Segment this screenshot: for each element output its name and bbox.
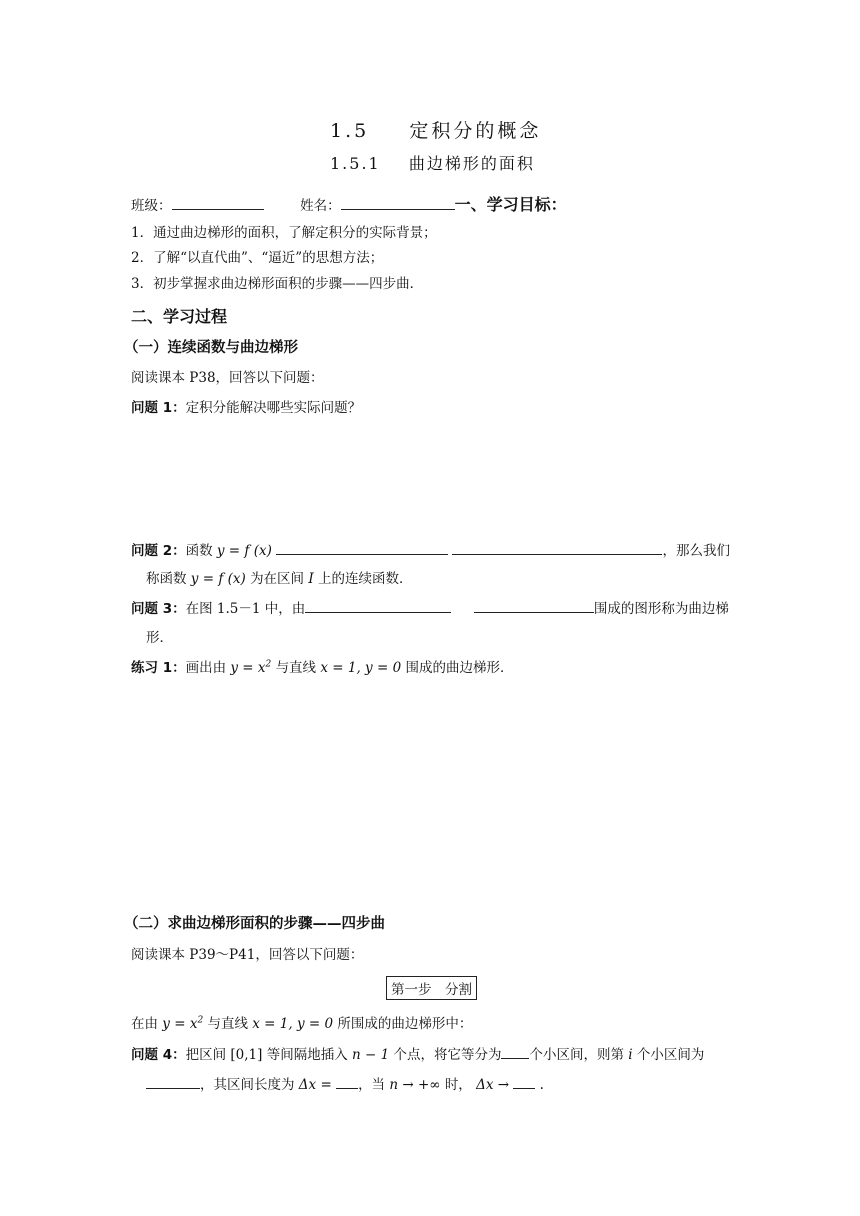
q4-blank-limit[interactable] [513, 1074, 535, 1089]
q2-text-a: 函数 [185, 543, 213, 559]
q4-text-d: 个小区间，则第 [529, 1047, 624, 1063]
intro4-line-x: x = 1, [252, 1016, 293, 1032]
q4-interval: [0,1] [230, 1047, 263, 1063]
read-instruction-1 [131, 366, 324, 386]
q4-blank-length[interactable] [336, 1074, 358, 1089]
ex1-line-x: x = 1, [320, 660, 361, 676]
q2-interval-symbol: I [308, 571, 314, 587]
q1-label: 问题 1： [131, 400, 186, 416]
intro4-c: 所围成的曲边梯形中： [337, 1016, 473, 1032]
q4-text-b: 等间隔地插入 [266, 1047, 348, 1063]
ex1-line-y: y = 0 [365, 660, 402, 676]
q4-line2-c: 时， [444, 1077, 472, 1093]
q2-line2-a: 称函数 [146, 571, 187, 587]
goal-item: 2．了解“以直代曲”、“逼近”的思想方法； [131, 250, 384, 266]
intro4-b: 与直线 [207, 1016, 248, 1032]
q4-n-minus-1: n − 1 [352, 1047, 390, 1063]
name-label: 姓名： [300, 198, 341, 214]
question-4-line2 [146, 1073, 544, 1093]
q2-function-expr: y = f (x) [216, 543, 272, 559]
q2-line2-c: 上的连续函数． [318, 571, 413, 587]
question-4 [131, 1043, 704, 1063]
question-3 [131, 597, 729, 617]
q4-line2-a: ，其区间长度为 [200, 1077, 295, 1093]
intro4-line-y: y = 0 [296, 1016, 334, 1032]
ex1-label: 练习 1： [131, 660, 186, 676]
section2-heading: 二、学习过程 [131, 307, 228, 326]
read-instruction-2: 阅读课本 P39～P41，回答以下问题： [131, 947, 364, 963]
q2-function-expr-2: y = f (x) [190, 571, 246, 587]
ex1-curve-expr [230, 660, 271, 676]
q4-dx-to: Δx → [476, 1077, 510, 1093]
q2-blank-2[interactable] [452, 540, 662, 555]
class-blank[interactable] [172, 195, 264, 210]
ex1-curve-exp: 2 [265, 659, 272, 670]
q2-text-b: ，那么我们 [662, 543, 730, 559]
subtitle-number: 1.5.1 [330, 154, 381, 173]
q4-n-to-inf: n → +∞ [389, 1077, 441, 1093]
q4-index-i: i [628, 1047, 633, 1063]
exercise-1 [131, 656, 513, 676]
subtitle-text: 曲边梯形的面积 [408, 154, 535, 173]
title-number: 1.5 [330, 120, 370, 142]
q1-text: 定积分能解决哪些实际问题？ [185, 400, 362, 416]
q4-label: 问题 4： [131, 1047, 186, 1063]
question-1 [131, 396, 361, 416]
q4-line2-b: ，当 [358, 1077, 386, 1093]
ex1-text-a: 画出由 [185, 660, 227, 676]
goal-item: 1．通过曲边梯形的面积，了解定积分的实际背景； [131, 225, 437, 241]
part2-heading: （二）求曲边梯形面积的步骤——四步曲 [124, 916, 385, 932]
ex1-curve-base: y = x [230, 660, 266, 676]
q4-blank-interval[interactable] [146, 1074, 200, 1089]
section1-heading: 一、学习目标： [454, 195, 567, 214]
page-subtitle [330, 151, 535, 174]
q3-text-b: 围成的图形称为曲边梯 [593, 601, 729, 617]
q4-text-c: 个点，将它等分为 [393, 1047, 502, 1063]
intro-question-4 [131, 1012, 472, 1032]
title-text: 定积分的概念 [409, 120, 542, 142]
q3-blank-2[interactable] [474, 598, 594, 613]
q3-blank-1[interactable] [305, 598, 451, 613]
q4-end-period: . [539, 1077, 544, 1093]
question-2 [131, 539, 730, 559]
question-2-line2 [146, 567, 413, 587]
q3-label: 问题 3： [131, 601, 186, 617]
q2-blank-1[interactable] [276, 540, 448, 555]
intro4-curve-expr [162, 1016, 203, 1032]
q4-text-a: 把区间 [185, 1047, 227, 1063]
question-3-line2: 形． [146, 630, 173, 646]
class-name-line [131, 192, 567, 215]
step1-box: 第一步 分割 [386, 976, 477, 1000]
q4-blank-count[interactable] [501, 1044, 529, 1059]
q4-dx-eq: Δx = [298, 1077, 332, 1093]
q3-text-a: 在图 1.5－1 中，由 [185, 601, 306, 617]
read1-text: 阅读课本 P38，回答以下问题： [131, 370, 324, 386]
q4-text-e: 个小区间为 [636, 1047, 705, 1063]
name-blank[interactable] [341, 195, 455, 210]
page-title [330, 116, 541, 143]
intro4-curve-base: y = x [162, 1016, 198, 1032]
goal-item: 3．初步掌握求曲边梯形面积的步骤——四步曲． [131, 276, 424, 292]
ex1-text-b: 与直线 [275, 660, 317, 676]
intro4-curve-exp: 2 [197, 1015, 204, 1026]
intro4-a: 在由 [131, 1016, 158, 1032]
q2-line2-b: 为在区间 [250, 571, 305, 587]
class-label: 班级： [131, 198, 172, 214]
q2-label: 问题 2： [131, 543, 186, 559]
part1-heading: （一）连续函数与曲边梯形 [124, 340, 298, 356]
ex1-text-c: 围成的曲边梯形． [405, 660, 514, 676]
